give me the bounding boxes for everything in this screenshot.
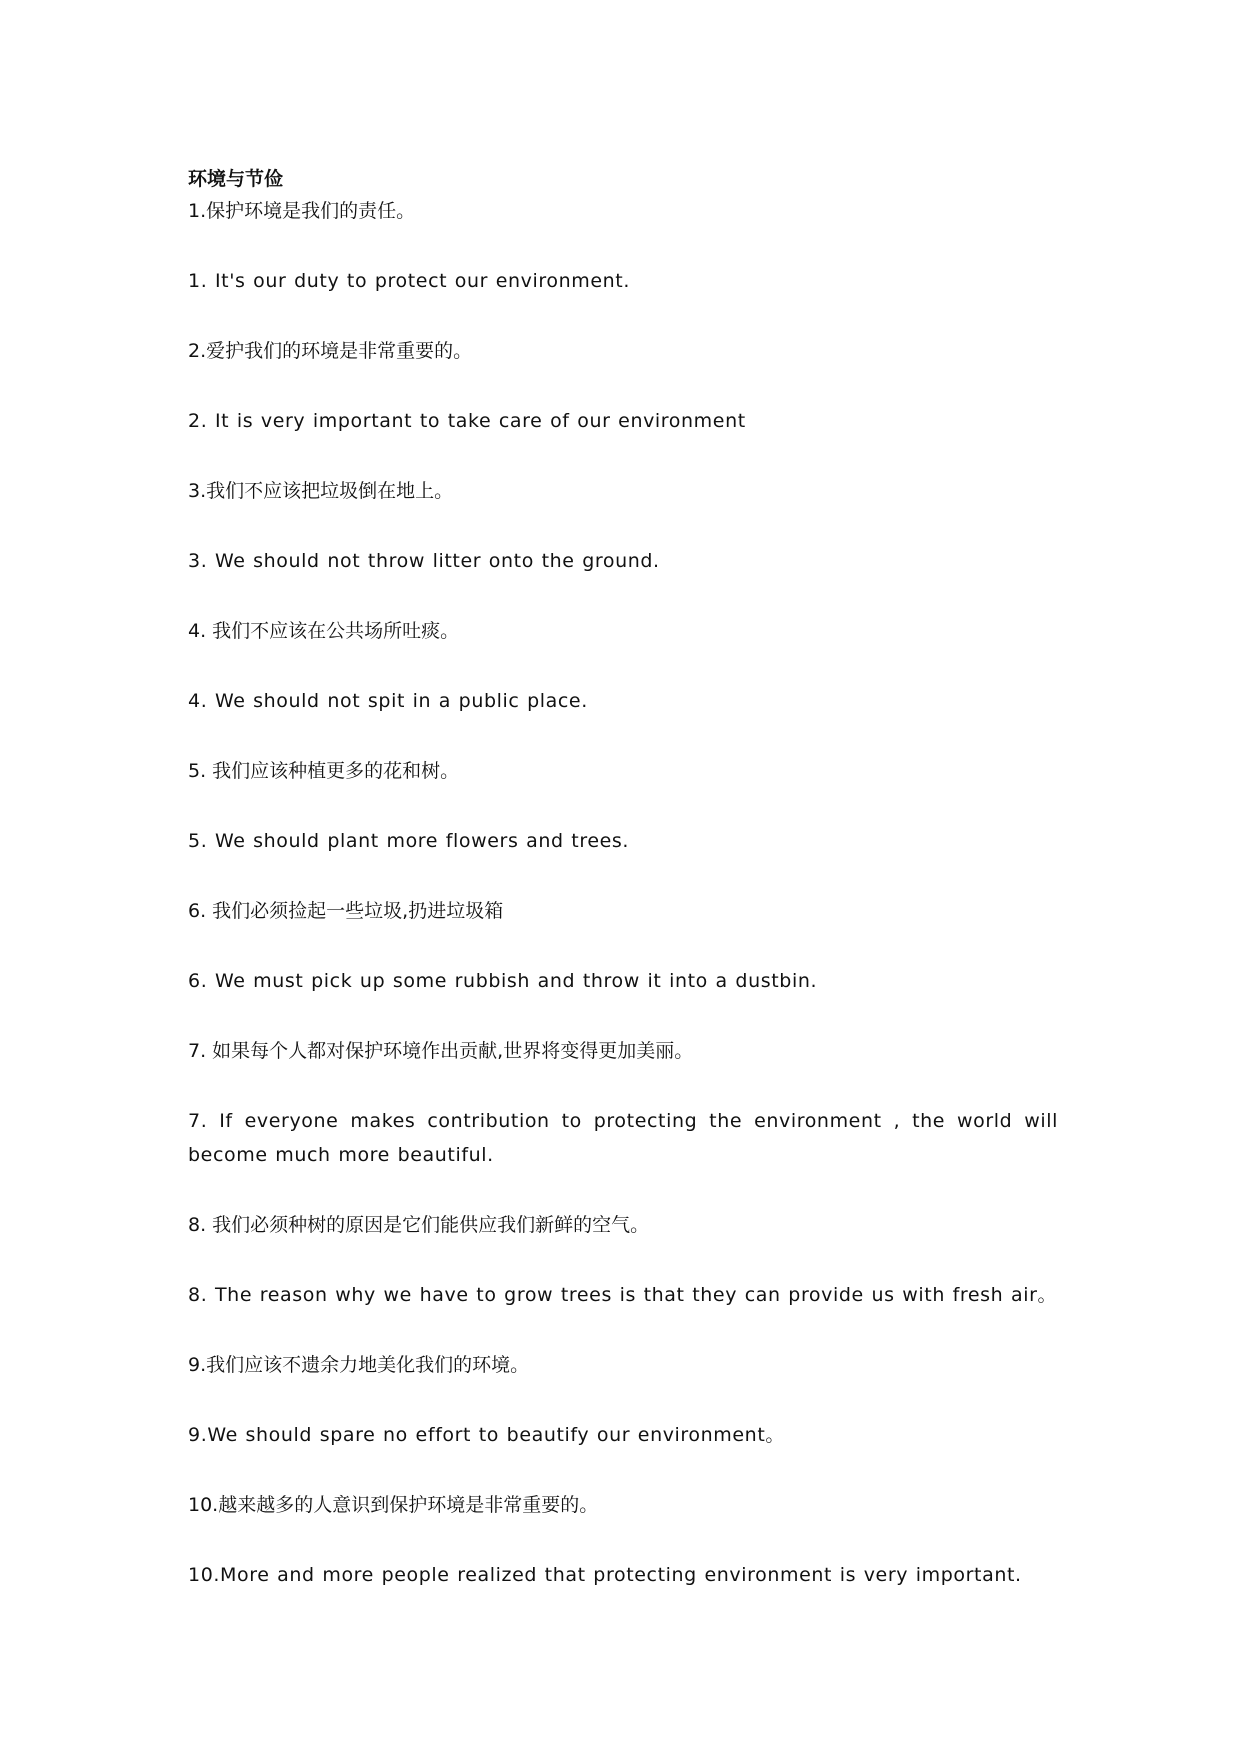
entry-5-en: 5. We should plant more flowers and trees.: [188, 830, 630, 852]
entry-8-zh: 8. 我们必须种树的原因是它们能供应我们新鲜的空气。: [188, 1214, 650, 1236]
entry-1-en: 1. It's our duty to protect our environment.: [188, 270, 630, 292]
entry-7-en: 7. If everyone makes contribution to protecting the environment , the world will become much more beautiful.: [188, 1110, 1058, 1166]
entry-9-zh: 9.我们应该不遗余力地美化我们的环境。: [188, 1354, 530, 1376]
document-body: [188, 164, 1058, 1592]
entry-2-zh: 2.爱护我们的环境是非常重要的。: [188, 340, 473, 362]
entry-1-zh: 1.保护环境是我们的责任。: [188, 200, 416, 222]
document-title: 环境与节俭: [188, 168, 284, 190]
entry-8-en: 8. The reason why we have to grow trees is that they can provide us with fresh air。: [188, 1284, 1058, 1306]
entry-2-en: 2. It is very important to take care of our environment: [188, 410, 746, 432]
entry-5-zh: 5. 我们应该种植更多的花和树。: [188, 760, 460, 782]
entry-10-en: 10.More and more people realized that protecting environment is very important.: [188, 1564, 1022, 1586]
entry-6-zh: 6. 我们必须捡起一些垃圾,扔进垃圾箱: [188, 900, 504, 922]
entry-6-en: 6. We must pick up some rubbish and throw it into a dustbin.: [188, 970, 818, 992]
entry-4-en: 4. We should not spit in a public place.: [188, 690, 588, 712]
entry-4-zh: 4. 我们不应该在公共场所吐痰。: [188, 620, 460, 642]
entry-10-zh: 10.越来越多的人意识到保护环境是非常重要的。: [188, 1494, 599, 1516]
entry-9-en: 9.We should spare no effort to beautify our environment。: [188, 1424, 785, 1446]
entry-7-zh: 7. 如果每个人都对保护环境作出贡献,世界将变得更加美丽。: [188, 1040, 694, 1062]
entry-3-zh: 3.我们不应该把垃圾倒在地上。: [188, 480, 454, 502]
entry-3-en: 3. We should not throw litter onto the ground.: [188, 550, 660, 572]
